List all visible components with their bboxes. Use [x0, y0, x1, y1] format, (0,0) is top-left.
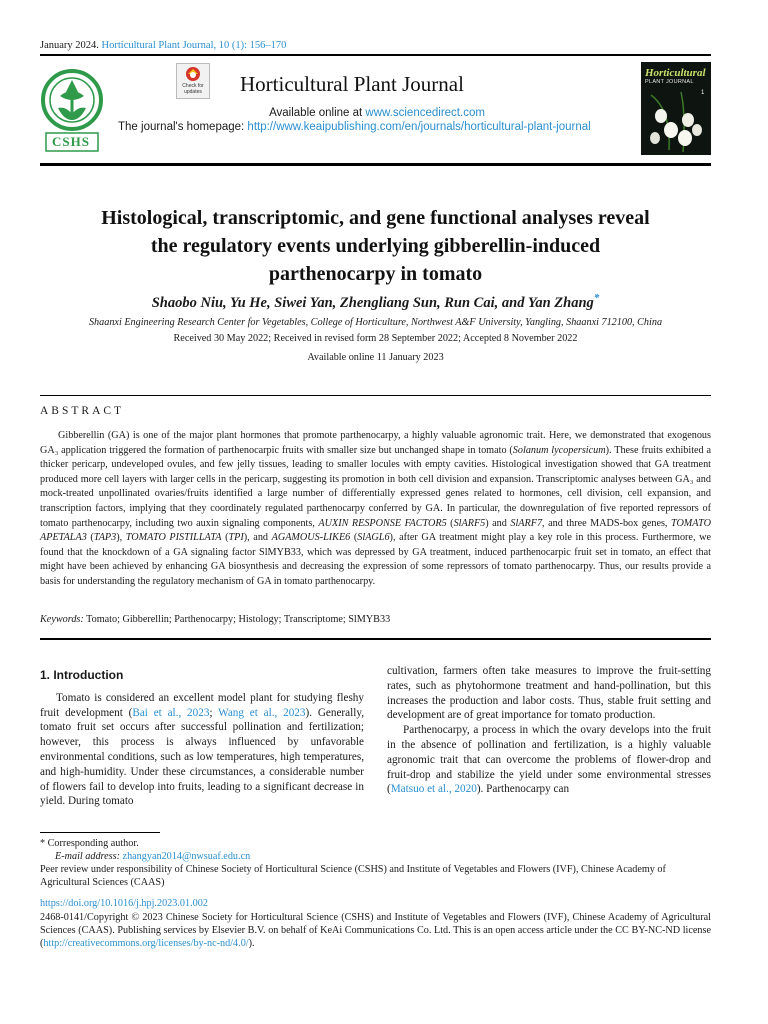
header-rule-top: [40, 54, 711, 56]
keywords-label: Keywords:: [40, 614, 84, 625]
ref-bai-2023[interactable]: Bai et al., 2023: [132, 706, 210, 719]
journal-citation-line: [40, 40, 286, 51]
section-heading-introduction: 1. Introduction: [40, 668, 124, 682]
intro-paragraph-2: cultivation, farmers often take measures to improve the fruit-setting rates, such as phytohormone treatment and hand-pollination, but this increases the production and labor costs. Thus, stable fruit setting and development are of great importance for tomato production.: [387, 665, 711, 722]
abstract-text: Gibberellin (GA) is one of the major plant hormones that promote parthenocarpy, a highly valuable agronomic trait. Here, we demonstrated that exogenous GA₃ application triggered the formation of parthenocarpic fruits with smaller size but unchanged shape in tomato (Solanum lycopersicum). These fruits exhibited a thicker pericarp, undeveloped ovules, and few jelly tissues, leading to smaller locules with empty cavities. Histological investigation showed that GA treatment produced more cell layers with larger cells in the pericarp, suggesting its promotion in both cell division and expansion. Transcriptomic analyses between GA₃ and mock-treated unpollinated ovaries/fruits identified a large number of differentially expressed genes related to hormones, cell division, cell expansion, and transcription factors, implying that they coordinately regulated parthenocarpy conferred by GA. In particular, the downregulation of five reported repressors of tomato parthenocarpy, including two auxin signaling components, AUXIN RESPONSE FACTOR5 (SlARF5) and SlARF7, and three MADS-box genes, TOMATO APETALA3 (TAP3), TOMATO PISTILLATA (TPI), and AGAMOUS-LIKE6 (SlAGL6), after GA treatment might play a key role in this process. Furthermore, we found that the knockdown of a GA signaling factor SlMYB33, which was depressed by GA treatment, induced parthenocarpic fruit set in tomato, an effect that might have been achieved by enhancing GA biosynthesis and decreasing the expression of some repressors of tomato parthenocarpy. Thus, our results provide a basis for understanding the regulatory mechanism of GA in tomato parthenocarpy.: [40, 430, 712, 587]
body-column-left: [40, 664, 364, 809]
homepage-prefix: The journal's homepage:: [118, 121, 248, 133]
title-line-1: Histological, transcriptomic, and gene functional analyses reveal: [101, 207, 650, 229]
article-title: [40, 204, 711, 288]
title-line-3: parthenocarpy in tomato: [268, 263, 483, 285]
cover-flower-image: [641, 90, 711, 155]
email-link[interactable]: zhangyan2014@nwsuaf.edu.cn: [122, 851, 251, 862]
cover-subtitle: PLANT JOURNAL: [645, 79, 694, 85]
title-line-2: the regulatory events underlying gibberellin-induced: [150, 235, 601, 257]
keywords-list: Tomato; Gibberellin; Parthenocarpy; Histology; Transcriptome; SlMYB33: [83, 614, 391, 625]
corresponding-author-mark[interactable]: *: [593, 292, 600, 304]
corresponding-author-note: * Corresponding author.: [40, 838, 139, 849]
copyright-note: 2468-0141/Copyright © 2023 Chinese Society for Horticultural Science (CSHS) and Institute of Vegetables and Flowers (IVF), Chinese Academy of Agricultural Sciences (CAAS). Publishing services by Elsevier B.V. on behalf of KeAi Communications Co. Ltd. This is an open access article under the CC BY-NC-ND license (http://creativecommons.org/licenses/by-nc-nd/4.0/).: [40, 912, 711, 949]
ref-matsuo-2020[interactable]: Matsuo et al., 2020: [390, 783, 477, 796]
email-note: E-mail address: zhangyan2014@nwsuaf.edu.cn: [55, 851, 251, 862]
footnote-separator: [40, 832, 160, 833]
affiliation: Shaanxi Engineering Research Center for Vegetables, College of Horticulture, Northwest A&F University, Yangling, Shaanxi 712100, China: [88, 317, 663, 328]
ref-wang-2023[interactable]: Wang et al., 2023: [218, 706, 306, 719]
intro-paragraph-3: Parthenocarpy, a process in which the ovary develops into the fruit in the absence of pollination and fertilization, is a highly valuable agronomic trait that can overcome the problems of flower-drop and fruit-drop and stabilize the yield under some environmental stresses (Matsuo et al., 2020). Parthenocarpy can: [387, 724, 711, 796]
body-column-right: [387, 664, 711, 797]
authors: Shaobo Niu, Yu He, Siwei Yan, Zhengliang Sun, Run Cai, and Yan Zhang: [151, 294, 594, 311]
cover-number: 1: [701, 90, 705, 96]
keywords: [40, 614, 390, 625]
cshs-logo: [40, 66, 104, 154]
available-prefix: Available online at: [269, 107, 366, 119]
article-dates: Received 30 May 2022; Received in revised form 28 September 2022; Accepted 8 November 2022: [173, 333, 578, 344]
abstract-heading: ABSTRACT: [40, 405, 125, 417]
homepage-link[interactable]: http://www.keaipublishing.com/en/journals/horticultural-plant-journal: [247, 121, 591, 133]
available-online: [200, 107, 554, 119]
issue-date: January 2024.: [40, 40, 99, 51]
check-for-updates-badge[interactable]: [176, 63, 210, 99]
author-list: [40, 292, 711, 312]
journal-title: Horticultural Plant Journal: [240, 72, 464, 96]
journal-cover[interactable]: [641, 62, 711, 155]
logo-text: CSHS: [52, 134, 90, 149]
doi-link[interactable]: https://doi.org/10.1016/j.hpj.2023.01.002: [40, 898, 208, 909]
journal-homepage: [118, 121, 591, 133]
sciencedirect-link[interactable]: www.sciencedirect.com: [365, 107, 485, 119]
license-link[interactable]: http://creativecommons.org/licenses/by-nc-nd/4.0/: [43, 938, 249, 949]
header-rule-bottom: [40, 163, 711, 166]
cover-title: Horticultural: [645, 67, 706, 79]
online-date: Available online 11 January 2023: [307, 352, 444, 363]
intro-paragraph-1: Tomato is considered an excellent model plant for studying fleshy fruit development (Bai et al., 2023; Wang et al., 2023). Generally, tomato fruit set occurs after successful pollination and fertilization; however, this process is always influenced by unfavorable environmental conditions, such as low temperatures, high temperatures, and high-humidity. Under these circumstances, a considerable number of flowers fail to develop into fruits, leading to a significant decrease in yield. During tomato: [40, 691, 364, 808]
check-for-updates-label: Check for updates: [182, 83, 204, 95]
abstract-rule-bottom: [40, 638, 711, 640]
abstract-rule-top: [40, 395, 711, 396]
peer-review-note: Peer review under responsibility of Chinese Society of Horticultural Science (CSHS) and Institute of Vegetables and Flowers (IVF), Chinese Academy of Agricultural Sciences (CAAS): [40, 864, 666, 888]
citation-link[interactable]: Horticultural Plant Journal, 10 (1): 156–170: [101, 40, 287, 51]
